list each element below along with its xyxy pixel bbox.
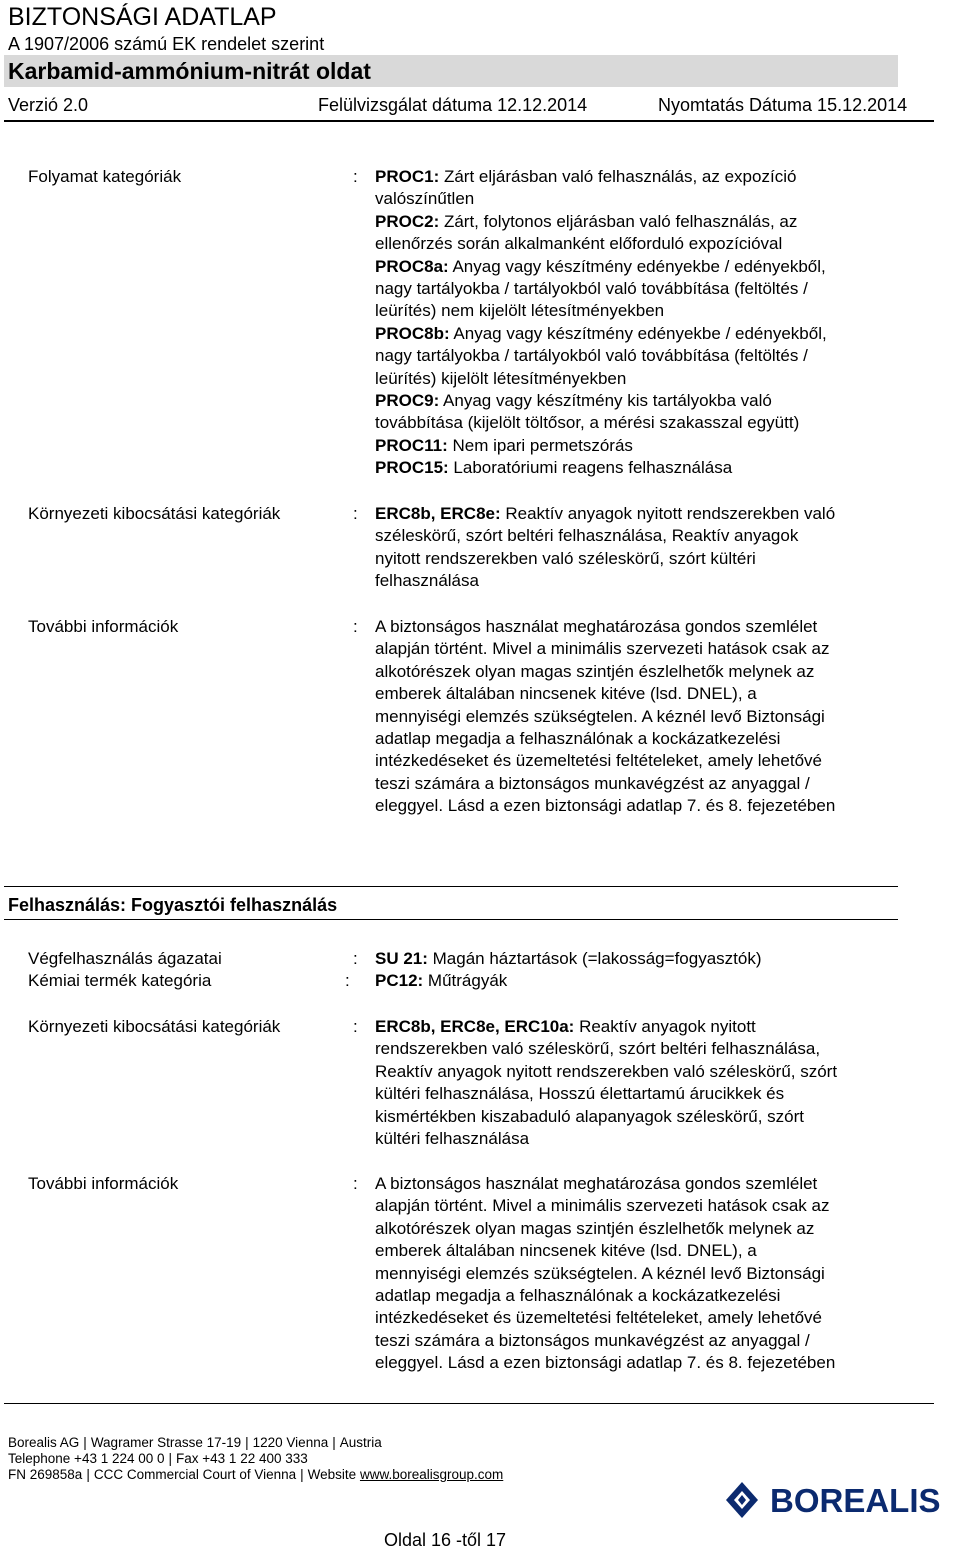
category-description: Zárt eljárásban való felhasználás, az expozíció xyxy=(439,167,797,186)
row-colon: : xyxy=(353,504,358,523)
value-line xyxy=(375,1330,915,1352)
category-description: leürítés) nem kijelölt létesítményekben xyxy=(375,301,665,321)
section-bottom-rule xyxy=(4,919,898,920)
footer-separator: | xyxy=(83,1435,87,1450)
category-description: ellenőrzés során alkalmanként előforduló expozícióval xyxy=(375,234,783,254)
footer-city: 1220 Vienna xyxy=(252,1435,329,1450)
value-line xyxy=(375,616,915,638)
value-line xyxy=(375,233,915,255)
value-line xyxy=(375,548,915,570)
value-line xyxy=(375,435,915,457)
footer-fn-number: FN 269858a xyxy=(8,1467,83,1482)
footer-separator: | xyxy=(168,1451,173,1466)
footer-company: Borealis AG xyxy=(8,1435,80,1450)
value-line xyxy=(375,1106,915,1128)
value-line xyxy=(375,188,915,210)
row-colon: : xyxy=(353,167,358,186)
footer-country: Austria xyxy=(339,1435,382,1450)
value-line xyxy=(375,1195,915,1217)
footer-registry-line xyxy=(8,1467,503,1483)
value-line xyxy=(375,256,915,278)
category-description: adatlap megadja a felhasználónak a kockázatkezelési xyxy=(375,729,781,749)
value-line xyxy=(375,1240,915,1262)
print-date: Nyomtatás Dátuma 15.12.2014 xyxy=(658,95,908,115)
borealis-logo-icon xyxy=(718,1478,766,1522)
category-description: intézkedéseket és üzemeltetési feltételeket, amely lehetővé xyxy=(375,1308,822,1328)
category-description: Laboratóriumi reagens felhasználása xyxy=(448,458,733,478)
env-release-value xyxy=(375,503,915,593)
product-category-value xyxy=(375,970,915,992)
further-info-label: További információk xyxy=(28,617,179,636)
further-info-value xyxy=(375,616,915,818)
value-line xyxy=(375,345,915,367)
sector-of-use-label: Végfelhasználás ágazatai xyxy=(28,949,222,968)
category-description: mennyiségi elemzés szükségtelen. A kéznél levő Biztonsági xyxy=(375,706,825,726)
category-description: Reaktív anyagok nyitott xyxy=(574,1017,756,1036)
footer-separator: | xyxy=(332,1435,336,1450)
value-line xyxy=(375,970,915,992)
header-divider xyxy=(4,120,934,122)
category-code: PROC1: xyxy=(375,167,440,186)
category-code: PROC8a: xyxy=(375,256,449,276)
category-description: nagy tartályokba / tartályokból való továbbítása (feltöltés / xyxy=(375,279,808,299)
value-line xyxy=(375,773,915,795)
category-description: széleskörű, szórt beltéri felhasználása, Reaktív anyagok xyxy=(375,526,799,546)
section-top-rule xyxy=(4,886,898,887)
category-code: ERC8b, ERC8e: xyxy=(375,504,501,523)
category-description: alkotórészek olyan magas szintjén észlelhetők melynek az xyxy=(375,1218,815,1238)
value-line xyxy=(375,1263,915,1285)
category-description: A biztonságos használat meghatározása gondos szemlélet xyxy=(375,1174,818,1193)
borealis-logo xyxy=(718,1478,956,1522)
footer-company-line xyxy=(8,1435,382,1451)
category-description: Zárt, folytonos eljárásban való felhasználás, az xyxy=(439,211,798,231)
process-categories-label: Folyamat kategóriák xyxy=(28,167,182,186)
value-line xyxy=(375,457,915,479)
category-description: alkotórészek olyan magas szintjén észlelhetők melynek az xyxy=(375,661,815,681)
category-description: Magán háztartások (=lakosság=fogyasztók) xyxy=(427,949,762,968)
footer-street: Wagramer Strasse 17-19 xyxy=(90,1435,242,1450)
category-description: Reaktív anyagok nyitott rendszerekben való széleskörű, szórt xyxy=(375,1061,838,1081)
sector-of-use-value xyxy=(375,948,915,970)
category-description: kültéri felhasználása xyxy=(375,1129,530,1149)
value-line xyxy=(375,1083,915,1105)
category-code: SU 21: xyxy=(375,949,428,968)
regulation-subtitle: A 1907/2006 számú EK rendelet szerint xyxy=(8,34,325,54)
value-line xyxy=(375,1128,915,1150)
category-description: teszi számára a biztonságos munkavégzést az anyaggal / xyxy=(375,773,810,793)
logo-wordmark: BOREALIS xyxy=(770,1482,941,1519)
value-line xyxy=(375,368,915,390)
footer-contact-line xyxy=(8,1451,308,1467)
category-code: PROC9: xyxy=(375,391,440,411)
category-code: PROC15: xyxy=(375,458,449,478)
value-line xyxy=(375,1218,915,1240)
value-line xyxy=(375,570,915,592)
value-line xyxy=(375,323,915,345)
footer-telephone: Telephone +43 1 224 00 0 xyxy=(8,1451,165,1466)
value-line xyxy=(375,300,915,322)
value-line xyxy=(375,1307,915,1329)
value-line xyxy=(375,706,915,728)
category-code: PROC2: xyxy=(375,211,440,231)
category-description: A biztonságos használat meghatározása gondos szemlélet xyxy=(375,617,818,636)
row-colon: : xyxy=(353,617,358,636)
row-colon: : xyxy=(353,949,358,968)
category-description: rendszerekben való széleskörű, szórt beltéri felhasználása, xyxy=(375,1039,821,1059)
value-line xyxy=(375,1352,915,1374)
category-description: kültéri felhasználása, Hosszú élettartamú árucikkek és xyxy=(375,1084,785,1104)
env-release-label: Környezeti kibocsátási kategóriák xyxy=(28,504,281,523)
category-code: PROC11: xyxy=(375,435,448,455)
category-description: emberek általában nincsenek kitéve (lsd. DNEL), a xyxy=(375,684,757,704)
category-description: Anyag vagy készítmény edényekbe / edényekből, xyxy=(448,256,826,276)
value-line xyxy=(375,1173,915,1195)
value-line xyxy=(375,1038,915,1060)
value-line xyxy=(375,390,915,412)
value-line xyxy=(375,1061,915,1083)
category-description: intézkedéseket és üzemeltetési feltételeket, amely lehetővé xyxy=(375,751,822,771)
document-title: BIZTONSÁGI ADATLAP xyxy=(8,3,277,31)
footer-fax: Fax +43 1 22 400 333 xyxy=(176,1451,308,1466)
revision-date: Felülvizsgálat dátuma 12.12.2014 xyxy=(318,95,588,115)
footer-website-label: Website xyxy=(307,1467,360,1482)
process-categories-value xyxy=(375,166,915,480)
category-description: emberek általában nincsenek kitéve (lsd. DNEL), a xyxy=(375,1241,757,1261)
value-line xyxy=(375,728,915,750)
category-description: adatlap megadja a felhasználónak a kockázatkezelési xyxy=(375,1286,781,1306)
value-line xyxy=(375,1016,915,1038)
env-release-value xyxy=(375,1016,915,1150)
value-line xyxy=(375,525,915,547)
row-colon: : xyxy=(345,971,350,990)
category-description: leürítés) kijelölt létesítményekben xyxy=(375,368,627,388)
further-info-label: További információk xyxy=(28,1174,179,1193)
category-description: alapján történt. Mivel a minimális szervezeti hatások csak az xyxy=(375,1196,830,1216)
value-line xyxy=(375,948,915,970)
category-code: PC12: xyxy=(375,971,424,990)
value-line xyxy=(375,412,915,434)
category-description: nagy tartályokba / tartályokból való továbbítása (feltöltés / xyxy=(375,346,808,366)
category-description: valószínűtlen xyxy=(375,189,475,209)
value-line xyxy=(375,795,915,817)
category-code: PROC8b: xyxy=(375,323,450,343)
version-label: Verzió 2.0 xyxy=(8,95,89,115)
row-colon: : xyxy=(353,1174,358,1193)
product-category-label: Kémiai termék kategória xyxy=(28,971,212,990)
footer-separator: | xyxy=(300,1467,304,1482)
product-name-band xyxy=(4,55,898,87)
category-description: Műtrágyák xyxy=(423,971,508,990)
value-line xyxy=(375,503,915,525)
category-description: továbbítása (kijelölt töltősor, a mérési szakasszal együtt) xyxy=(375,413,800,433)
category-description: teszi számára a biztonságos munkavégzést az anyaggal / xyxy=(375,1330,810,1350)
value-line xyxy=(375,683,915,705)
product-name: Karbamid-ammónium-nitrát oldat xyxy=(8,58,371,84)
category-description: nyitott rendszerekben való széleskörű, szórt kültéri xyxy=(375,548,756,568)
category-description: alapján történt. Mivel a minimális szervezeti hatások csak az xyxy=(375,639,830,659)
category-description: Reaktív anyagok nyitott rendszerekben való xyxy=(500,504,836,523)
value-line xyxy=(375,750,915,772)
footer-website-link[interactable]: www.borealisgroup.com xyxy=(359,1467,504,1482)
section-title: Felhasználás: Fogyasztói felhasználás xyxy=(8,895,338,915)
value-line xyxy=(375,1285,915,1307)
category-description: mennyiségi elemzés szükségtelen. A kéznél levő Biztonsági xyxy=(375,1263,825,1283)
value-line xyxy=(375,166,915,188)
footer-rule xyxy=(4,1403,934,1404)
page-number: Oldal 16 -től 17 xyxy=(384,1530,507,1550)
value-line xyxy=(375,638,915,660)
category-description: Nem ipari permetszórás xyxy=(447,435,633,455)
category-code: ERC8b, ERC8e, ERC10a: xyxy=(375,1017,575,1036)
footer-separator: | xyxy=(245,1435,249,1450)
env-release-label: Környezeti kibocsátási kategóriák xyxy=(28,1017,281,1036)
further-info-value xyxy=(375,1173,915,1375)
value-line xyxy=(375,278,915,300)
footer-separator: | xyxy=(86,1467,90,1482)
category-description: Anyag vagy készítmény edényekbe / edényekből, xyxy=(449,323,827,343)
category-description: Anyag vagy készítmény kis tartályokba való xyxy=(439,391,772,411)
category-description: eleggyel. Lásd a ezen biztonsági adatlap 7. és 8. fejezetében xyxy=(375,1353,836,1373)
category-description: felhasználása xyxy=(375,571,479,591)
value-line xyxy=(375,211,915,233)
row-colon: : xyxy=(353,1017,358,1036)
value-line xyxy=(375,661,915,683)
category-description: eleggyel. Lásd a ezen biztonsági adatlap 7. és 8. fejezetében xyxy=(375,796,836,816)
footer-court: CCC Commercial Court of Vienna xyxy=(93,1467,297,1482)
category-description: kismértékben kiszabaduló alapanyagok széleskörű, szórt xyxy=(375,1106,805,1126)
